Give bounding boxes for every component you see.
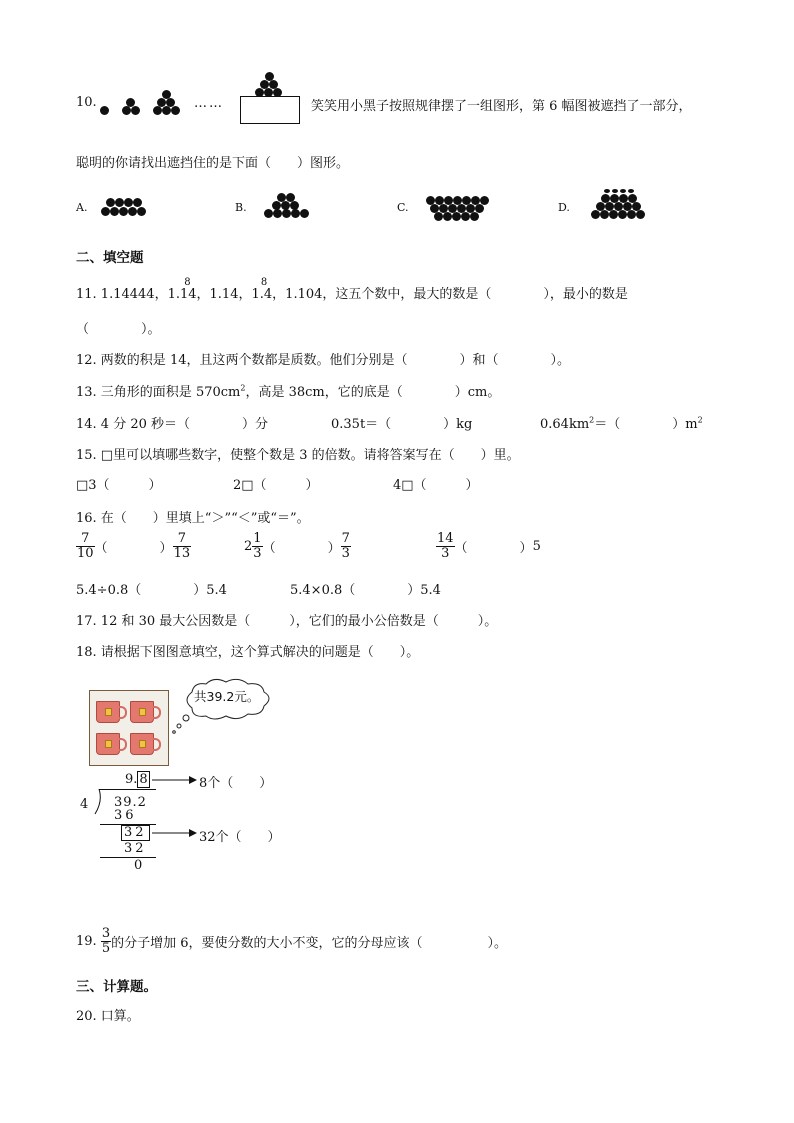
cup-icon [96,733,120,755]
q16-fraction-1-3 [252,532,262,561]
q15-text: 15. □里可以填哪些数字，使整个数是 3 的倍数。请将答案写在（ ）里。 [76,448,520,463]
f1-numerator: 7 [81,531,90,546]
q10-text-line2: 聪明的你请找出遮挡住的是下面（ ）图形。 [76,156,350,171]
f3-denominator: 3 [253,546,262,561]
q14-part-b: 0.35t＝（ ）kg [331,417,473,432]
section-heading-calculation: 三、计算题。 [76,979,157,995]
q10-option-d-label: D. [558,201,570,214]
q16-fraction-14-3 [436,532,455,561]
q16-row1-c [436,532,541,561]
q11-text-c: ，1.104，这五个数中，最大的数是（ ），最小的数是 [272,287,628,302]
q16-blank-2: （ ） [262,541,341,556]
q16-blank-1: （ ） [94,541,173,556]
f2-denominator: 13 [173,546,191,561]
q10-option-b-label: B. [235,201,247,214]
q16-row1-b [244,532,351,561]
cup-icon [130,733,154,755]
q15-b: 2□（ ） [233,478,319,493]
q13-sup: 2 [240,383,246,393]
second-subtrahend: 32 [124,841,147,856]
q11-repeat-a: 4 [188,287,197,302]
q17-text: 17. 12 和 30 最大公因数是（ ），它们的最小公倍数是（ ）。 [76,614,498,629]
arrow-right-icon [152,775,198,785]
q11-line2: （ ）。 [76,322,161,337]
q13-part-a: 13. 三角形的面积是 570cm [76,385,241,400]
q14-c2: ＝（ ）m [594,417,698,432]
f1-denominator: 10 [77,546,94,561]
q18-text: 18. 请根据下图图意填空，这个算式解决的问题是（ ）。 [76,645,420,660]
q14-csup: 2 [589,415,595,425]
q16-fraction-7-3 [341,532,351,561]
arrow-right-icon [152,828,198,838]
q12-text: 12. 两数的积是 14，且这两个数都是质数。他们分别是（ ）和（ ）。 [76,353,570,368]
final-remainder: 0 [134,858,143,873]
quotient-boxed-digit: 8 [139,772,148,787]
q10-text-line1: 笑笑用小黑子按照规律摆了一组图形，第 6 幅图被遮挡了一部分， [311,99,692,114]
q19-fraction-3-5 [101,927,111,956]
q20-text: 20. 口算。 [76,1009,140,1024]
q16-five: 5 [532,539,541,554]
q14-part-a: 14. 4 分 20 秒＝（ ）分 [76,417,269,432]
q16-row1-a [76,532,191,561]
q14-c1: 0.64km [540,417,590,432]
first-remainder-boxed: 32 [121,825,150,841]
q15-c: 4□（ ） [393,478,479,493]
q10-option-c-label: C. [397,201,409,214]
q11-text-b: ，1.14，1. [196,287,264,302]
q13-part-b: ，高是 38cm，它的底是（ ）cm。 [245,385,501,400]
q11-repeat-a-mark: 8 [184,277,191,288]
q16-blank-3: （ ） [454,541,533,556]
f5-denominator: 3 [436,546,455,561]
q11-repeat-b-mark: 8 [260,277,268,288]
dividend: 39.2 [114,795,147,810]
q16-row2-b: 5.4×0.8（ ）5.4 [290,583,441,598]
q19-number: 19. [76,934,97,949]
q11-line1 [76,277,628,302]
cup-icon [96,701,120,723]
q19-text [76,927,507,956]
q19-denominator: 5 [101,941,111,956]
section-heading-fill-in: 二、填空题 [76,250,144,266]
q18-cups-picture [89,690,169,766]
quotient-int: 9. [125,772,138,787]
f5-numerator: 14 [437,531,454,546]
q16-text: 16. 在（ ）里填上“＞”“＜”或“＝”。 [76,511,310,526]
first-subtrahend: 36 [114,808,137,823]
thought-bubble-text: 共39.2元。 [194,689,260,704]
q16-fraction-7-10 [76,532,95,561]
f4-denominator: 3 [341,546,350,561]
thought-bubble-icon [170,676,280,736]
divisor: 4 [80,797,89,812]
q11-text-a: 11. 1.14444，1.1 [76,287,189,302]
f2-numerator: 7 [177,531,186,546]
q19-numerator: 3 [101,926,111,941]
q16-fraction-7-13 [173,532,192,561]
q13-text [76,381,500,400]
cup-icon [130,701,154,723]
q10-option-a-label: A. [76,201,88,214]
f3-numerator: 1 [253,531,262,546]
quotient [125,772,150,787]
q10-number: 10. [76,95,97,110]
q11-repeat-b: 4 [263,287,273,302]
q19-body: 的分子增加 6，要使分数的大小不变，它的分母应该（ ）。 [111,936,508,951]
q16-row2-a: 5.4÷0.8（ ）5.4 [76,583,227,598]
q10-ellipsis: …… [194,96,224,111]
q14-c3sup: 2 [697,415,703,425]
division-label-2: 32个（ ） [199,830,281,845]
q15-a: □3（ ） [76,478,162,493]
mixed-whole: 2 [244,539,253,554]
f4-numerator: 7 [341,531,350,546]
division-label-1: 8个（ ） [199,776,273,791]
q14-part-c [540,413,703,432]
division-bracket [94,789,104,815]
